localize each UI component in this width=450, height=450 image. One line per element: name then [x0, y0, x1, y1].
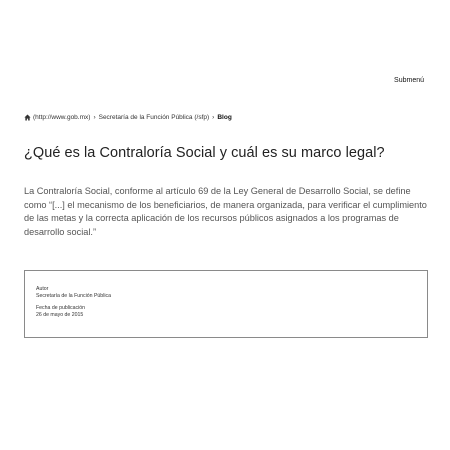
date-value: 26 de mayo de 2015	[36, 312, 84, 318]
date-label: Fecha de publicación	[36, 305, 86, 311]
date-group	[36, 305, 427, 319]
breadcrumb-home-link[interactable]: (http://www.gob.mx)	[33, 114, 91, 121]
breadcrumb-separator: ›	[93, 114, 96, 121]
submenu-button[interactable]: Submenú	[394, 77, 424, 84]
breadcrumb-current: Blog	[217, 114, 232, 121]
author-label: Autor	[36, 286, 49, 292]
author-group	[36, 286, 427, 300]
page-title: ¿Qué es la Contraloría Social y cuál es su marco legal?	[24, 145, 385, 161]
article-intro: La Contraloría Social, conforme al artículo 69 de la Ley General de Desarrollo Social, se define como “[...] el mecanismo de los beneficiarios, de manera organizada, para verificar el cumplimiento de las metas y la correcta aplicación de los recursos públicos asignados a los programas de desarrollo social.”	[24, 186, 427, 237]
article-info-box	[24, 270, 428, 338]
home-icon	[24, 114, 31, 121]
breadcrumb-separator: ›	[212, 114, 215, 121]
breadcrumb	[24, 114, 232, 121]
breadcrumb-sfp-link[interactable]: Secretaría de la Función Pública (/sfp)	[98, 114, 210, 121]
author-value: Secretaría de la Función Pública	[36, 293, 111, 299]
